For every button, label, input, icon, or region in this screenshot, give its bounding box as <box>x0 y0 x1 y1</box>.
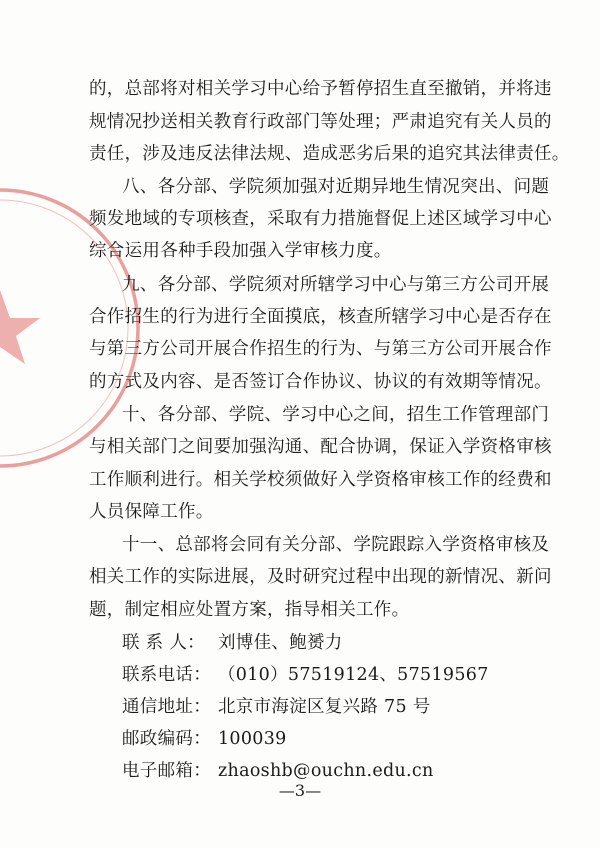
contact-label: 通信地址： <box>122 697 211 717</box>
contact-email-row <box>122 761 434 781</box>
contact-label: 电子邮箱： <box>122 761 211 781</box>
paragraph-start-line: 十一、总部将会同有关分部、学院跟踪入学资格审核及 <box>122 535 550 555</box>
body-line: 人员保障工作。 <box>89 502 214 522</box>
body-line: 相关工作的实际进展，及时研究过程中出现的新情况、新问 <box>89 567 552 587</box>
contact-value: 100039 <box>218 729 287 749</box>
body-line: 责任，涉及违反法律法规、造成恶劣后果的追究其法律责任。 <box>89 144 570 164</box>
body-line: 合作招生的行为进行全面摸底，核查所辖学习中心是否存在 <box>89 307 552 327</box>
contact-value: （010）57519124、57519567 <box>218 665 489 685</box>
page-number: —3— <box>278 781 322 800</box>
contact-value: 北京市海淀区复兴路 75 号 <box>218 697 431 717</box>
contact-label: 邮政编码： <box>122 729 211 749</box>
contact-value: zhaoshb@ouchn.edu.cn <box>218 761 434 781</box>
body-line: 的，总部将对相关学习中心给予暂停招生直至撤销，并将违 <box>89 79 552 99</box>
paragraph-start-line: 九、各分部、学院须对所辖学习中心与第三方公司开展 <box>122 275 550 295</box>
body-line: 的方式及内容、是否签订合作协议、协议的有效期等情况。 <box>89 372 552 392</box>
body-line: 频发地域的专项核查，采取有力措施督促上述区域学习中心 <box>89 209 552 229</box>
body-line: 题，制定相应处置方案，指导相关工作。 <box>89 600 410 620</box>
contact-label: 联系电话： <box>122 665 211 685</box>
body-line: 工作顺利进行。相关学校须做好入学资格审核工作的经费和 <box>89 470 552 490</box>
paragraph-start-line: 十、各分部、学院、学习中心之间，招生工作管理部门 <box>122 405 550 425</box>
contact-person-row <box>122 633 343 653</box>
contact-phone-row <box>122 665 489 685</box>
body-line: 规情况抄送相关教育行政部门等处理；严肃追究有关人员的 <box>89 112 552 132</box>
contact-label: 联 系 人： <box>122 633 205 653</box>
body-line: 与相关部门之间要加强沟通、配合协调，保证入学资格审核 <box>89 437 552 457</box>
contact-value: 刘博佳、鲍赟力 <box>218 633 343 653</box>
body-line: 综合运用各种手段加强入学审核力度。 <box>89 241 392 261</box>
body-line: 与第三方公司开展合作招生的行为、与第三方公司开展合作 <box>89 339 552 359</box>
contact-postcode-row <box>122 729 287 749</box>
contact-address-row <box>122 697 431 717</box>
paragraph-start-line: 八、各分部、学院须加强对近期异地生情况突出、问题 <box>122 177 550 197</box>
